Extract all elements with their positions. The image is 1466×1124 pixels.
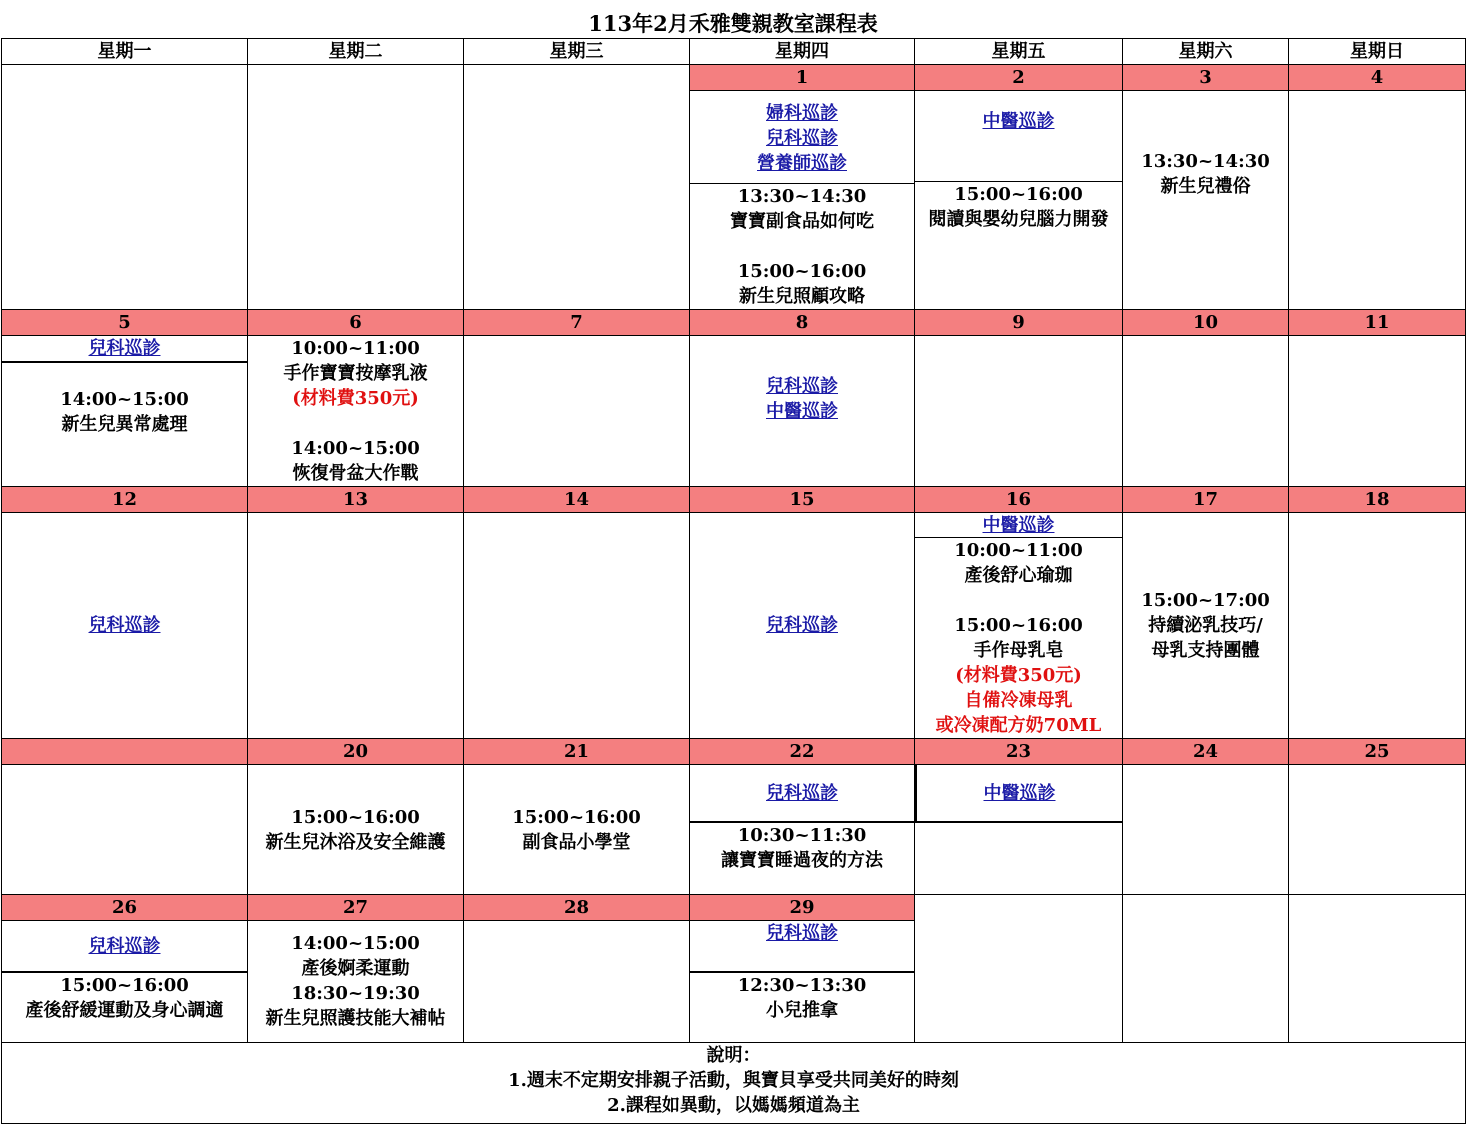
day-cell-sun-4 (1289, 91, 1466, 310)
course-title: 閱讀與嬰幼兒腦力開發 (928, 209, 1109, 230)
clinic-link[interactable]: 中醫巡診 (982, 111, 1055, 132)
weekday-header-row (2, 39, 1466, 65)
course-title: 恢復骨盆大作戰 (292, 463, 419, 484)
date-cell: 27 (248, 895, 464, 921)
course-title: 新生兒照顧攻略 (739, 286, 865, 307)
date-cell: 18 (1289, 487, 1466, 513)
course-title: 新生兒異常處理 (61, 414, 188, 435)
course-time: 10:30~11:30 (737, 825, 867, 846)
day-cell-fri-2 (915, 91, 1123, 310)
course-title: 副食品小學堂 (522, 831, 631, 853)
course-time: 18:30~19:30 (291, 983, 420, 1004)
date-cell: 25 (1289, 739, 1466, 765)
week2-content-row (2, 336, 1466, 487)
date-cell: 22 (690, 739, 915, 765)
clinic-link[interactable]: 兒科巡診 (88, 338, 161, 359)
weekday-mon: 星期一 (2, 39, 248, 65)
date-cell: 15 (690, 487, 915, 513)
date-cell: 17 (1123, 487, 1289, 513)
day-cell-sun-11 (1289, 336, 1466, 487)
course-title: 小兒推拿 (766, 1000, 838, 1021)
day-cell-sun-25 (1289, 765, 1466, 895)
day-cell-wed-7 (464, 336, 690, 487)
day-cell-mon-26 (2, 921, 248, 1043)
date-cell: 12 (2, 487, 248, 513)
course-time: 14:00~15:00 (291, 933, 420, 954)
course-title: 持續泌乳技巧/ (1148, 615, 1263, 636)
day-cell-fri-23 (915, 765, 1123, 895)
date-cell: 10 (1123, 310, 1289, 336)
weekday-fri: 星期五 (915, 39, 1123, 65)
week3-content-row (2, 513, 1466, 739)
date-cell: 28 (464, 895, 690, 921)
date-cell: 9 (915, 310, 1123, 336)
date-cell: 21 (464, 739, 690, 765)
page-title: 113年2月禾雅雙親教室課程表 (588, 11, 878, 36)
schedule-table (1, 38, 1466, 1124)
date-cell: 24 (1123, 739, 1289, 765)
day-cell-wed-28 (464, 921, 690, 1043)
course-time: 15:00~16:00 (512, 806, 641, 828)
week5-date-row (2, 895, 1466, 921)
notes-cell (2, 1043, 1466, 1124)
course-title: 產後婀柔運動 (301, 958, 410, 979)
clinic-link[interactable]: 中醫巡診 (982, 515, 1055, 536)
day-cell-sat-24 (1123, 765, 1289, 895)
date-cell: 11 (1289, 310, 1466, 336)
date-cell: 2 (915, 65, 1123, 91)
date-cell: 13 (248, 487, 464, 513)
clinic-link[interactable]: 中醫巡診 (983, 782, 1056, 804)
clinic-link[interactable]: 婦科巡診 (766, 102, 838, 124)
course-time: 13:30~14:30 (737, 186, 867, 207)
date-cell: 5 (2, 310, 248, 336)
course-time: 15:00~17:00 (1141, 590, 1270, 611)
date-cell: 3 (1123, 65, 1289, 91)
day-cell-tue-27 (248, 921, 464, 1043)
empty-cell (1123, 895, 1289, 1043)
notes-line: 1.週末不定期安排親子活動，與寶貝享受共同美好的時刻 (508, 1070, 959, 1091)
notes-row (2, 1043, 1466, 1124)
course-title: 手作寶寶按摩乳液 (283, 363, 428, 384)
material-fee: (材料費350元) (292, 388, 419, 409)
day-cell-sun-18 (1289, 513, 1466, 739)
day-cell-sat-17 (1123, 513, 1289, 739)
date-cell: 7 (464, 310, 690, 336)
date-cell: 6 (248, 310, 464, 336)
empty-cell (248, 65, 464, 310)
clinic-link[interactable]: 營養師巡診 (757, 152, 847, 174)
day-cell-wed-21 (464, 765, 690, 895)
date-cell: 20 (248, 739, 464, 765)
date-cell: 16 (915, 487, 1123, 513)
date-cell (2, 739, 248, 765)
course-title: 新生兒禮俗 (1160, 176, 1251, 197)
day-cell-thu-8 (690, 336, 915, 487)
day-cell-thu-1 (690, 91, 915, 310)
date-cell: 8 (690, 310, 915, 336)
day-cell-fri-16 (915, 513, 1123, 739)
course-title: 新生兒沐浴及安全維護 (265, 831, 446, 853)
week1-date-row (2, 65, 1466, 91)
course-title: 手作母乳皂 (973, 640, 1064, 661)
week3-date-row (2, 487, 1466, 513)
day-cell-fri-9 (915, 336, 1123, 487)
day-cell-sat-10 (1123, 336, 1289, 487)
course-time: 12:30~13:30 (737, 975, 867, 996)
notes-line: 2.課程如異動，以媽媽頻道為主 (607, 1095, 860, 1116)
course-time: 14:00~15:00 (60, 389, 189, 410)
course-note: 自備冷凍母乳 (964, 690, 1073, 711)
clinic-link[interactable]: 兒科巡診 (88, 935, 161, 957)
date-cell: 23 (915, 739, 1123, 765)
empty-cell (2, 65, 248, 310)
day-cell-thu-22 (690, 765, 915, 895)
weekday-sat: 星期六 (1123, 39, 1289, 65)
date-cell: 26 (2, 895, 248, 921)
week4-date-row (2, 739, 1466, 765)
date-cell: 14 (464, 487, 690, 513)
clinic-link[interactable]: 兒科巡診 (766, 376, 838, 397)
course-time: 13:30~14:30 (1141, 151, 1270, 172)
course-time: 15:00~16:00 (291, 806, 420, 828)
clinic-link[interactable]: 兒科巡診 (88, 615, 161, 636)
course-title: 母乳支持團體 (1151, 640, 1260, 661)
date-cell: 29 (690, 895, 915, 921)
day-cell-mon-5 (2, 336, 248, 487)
course-title: 寶寶副食品如何吃 (730, 211, 874, 232)
clinic-link[interactable]: 兒科巡診 (766, 615, 838, 636)
course-time: 15:00~16:00 (954, 615, 1083, 636)
date-cell: 4 (1289, 65, 1466, 91)
course-time: 10:00~11:00 (291, 338, 420, 359)
course-time: 10:00~11:00 (954, 540, 1083, 561)
clinic-link[interactable]: 兒科巡診 (766, 782, 838, 804)
course-time: 15:00~16:00 (737, 261, 867, 282)
day-cell-thu-29 (690, 921, 915, 1043)
course-title: 讓寶寶睡過夜的方法 (721, 850, 883, 871)
course-title: 產後舒緩運動及身心調適 (25, 1000, 224, 1021)
day-cell-tue-6 (248, 336, 464, 487)
empty-cell (464, 65, 690, 310)
weekday-tue: 星期二 (248, 39, 464, 65)
day-cell-tue-20 (248, 765, 464, 895)
clinic-link[interactable]: 兒科巡診 (766, 127, 838, 149)
weekday-wed: 星期三 (464, 39, 690, 65)
weekday-thu: 星期四 (690, 39, 915, 65)
course-note: 或冷凍配方奶70ML (935, 715, 1102, 736)
empty-cell (1289, 895, 1466, 1043)
course-title: 新生兒照護技能大補帖 (265, 1008, 446, 1029)
week4-content-row (2, 765, 1466, 895)
day-cell-wed-14 (464, 513, 690, 739)
course-time: 15:00~16:00 (954, 184, 1083, 205)
day-cell-tue-13 (248, 513, 464, 739)
course-title: 產後舒心瑜珈 (964, 565, 1073, 586)
clinic-link[interactable]: 中醫巡診 (766, 401, 838, 422)
clinic-link[interactable]: 兒科巡診 (766, 923, 838, 944)
week2-date-row (2, 310, 1466, 336)
weekday-sun: 星期日 (1289, 39, 1466, 65)
date-cell: 1 (690, 65, 915, 91)
course-time: 14:00~15:00 (291, 438, 420, 459)
empty-cell (915, 895, 1123, 1043)
day-cell-sat-3 (1123, 91, 1289, 310)
day-cell-mon-12 (2, 513, 248, 739)
day-cell-thu-15 (690, 513, 915, 739)
course-time: 15:00~16:00 (60, 975, 189, 996)
material-fee: (材料費350元) (955, 665, 1082, 686)
day-cell-mon-19 (2, 765, 248, 895)
notes-heading: 說明： (706, 1045, 761, 1066)
